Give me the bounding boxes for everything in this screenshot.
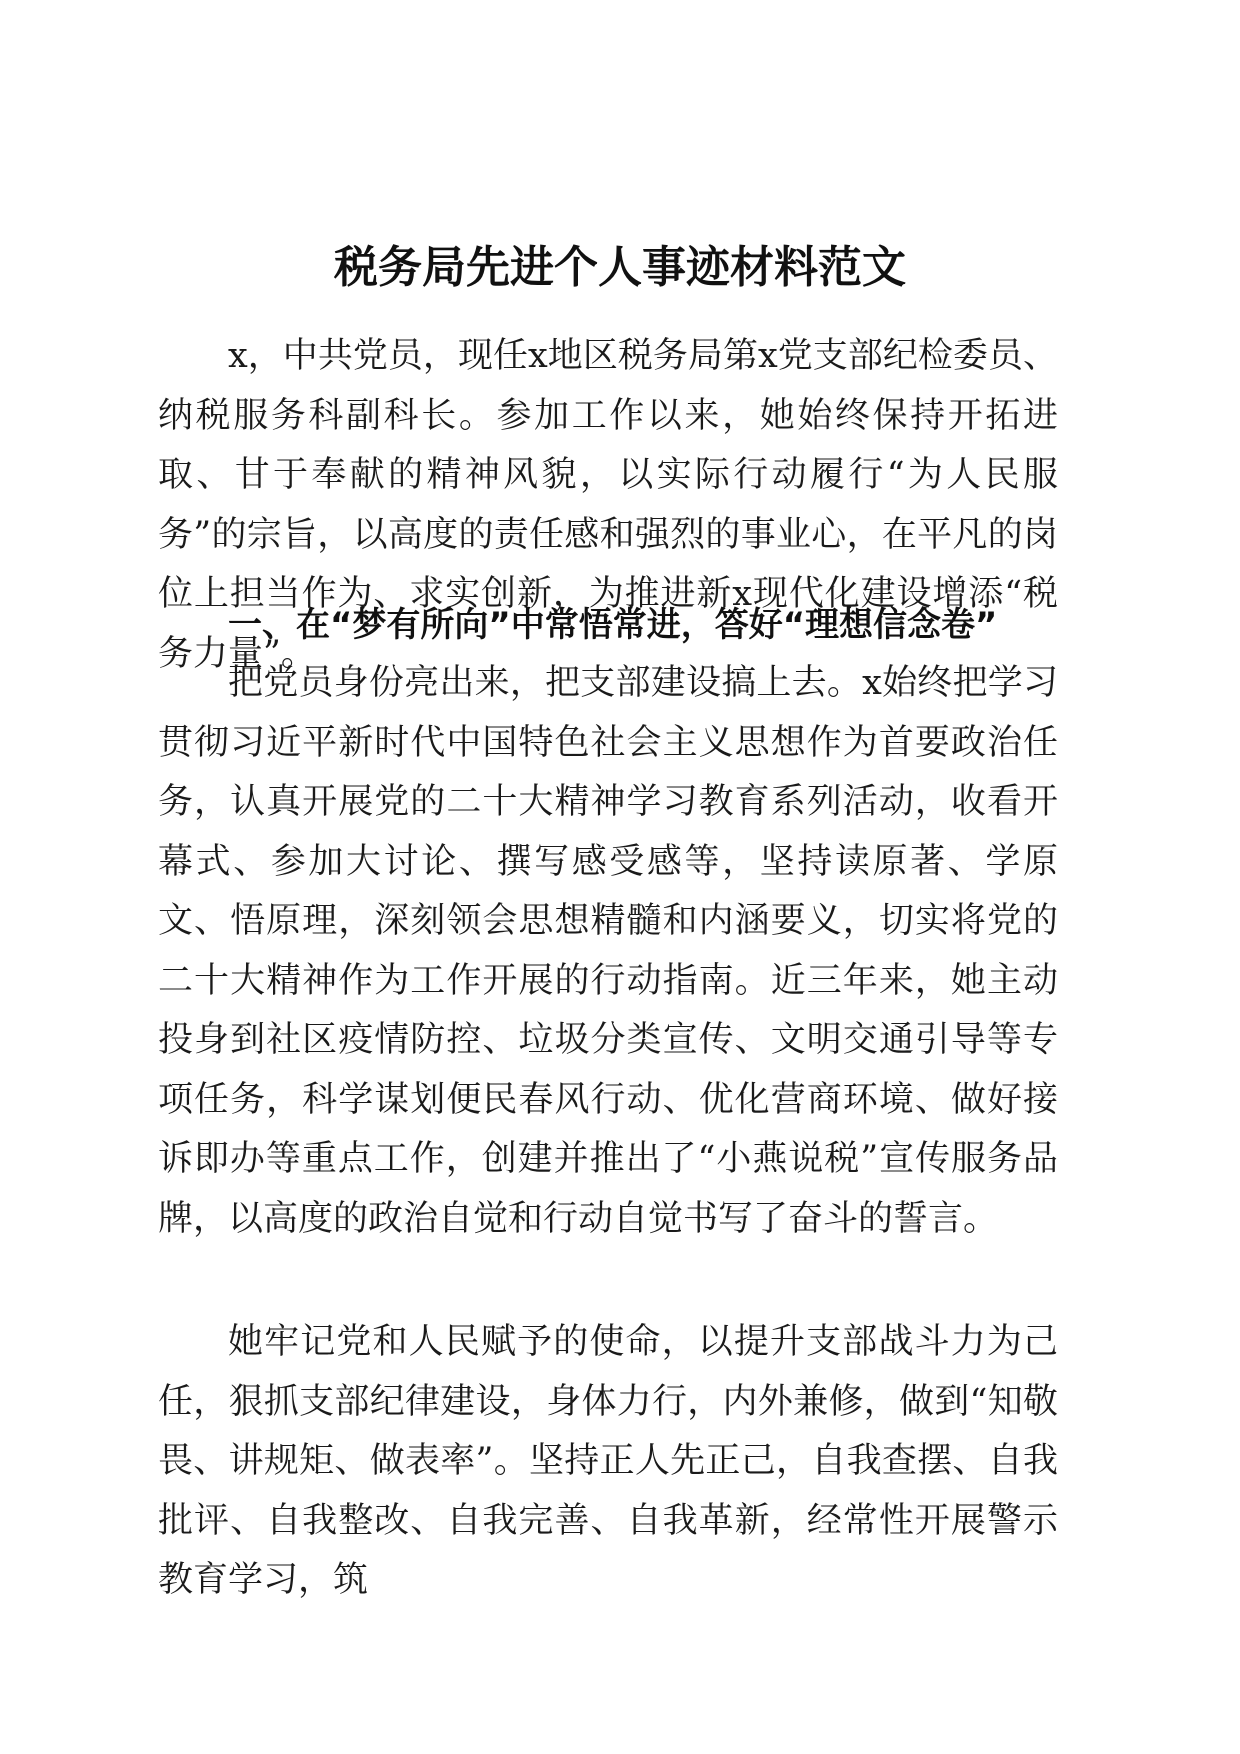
section-heading: 一、在“梦有所向”中常悟常进，答好“理想信念卷” — [228, 605, 998, 645]
body-paragraph: 她牢记党和人民赋予的使命，以提升支部战斗力为己任，狠抓支部纪律建设，身体力行，内外兼修，做到“知敬畏、讲规矩、做表率”。坚持正人先正己，自我查摆、自我批评、自我整改、自我完善、自我革新，经常性开展警示教育学习，筑 — [158, 1322, 1058, 1600]
intro-paragraph: x，中共党员，现任x地区税务局第x党支部纪检委员、纳税服务科副科长。参加工作以来，她始终保持开拓进取、甘于奉献的精神风貌，以实际行动履行“为人民服务”的宗旨，以高度的责任感和强烈的事业心，在平凡的岗位上担当作为、求实创新，为推进新x现代化建设增添“税务力量”。 — [158, 336, 1058, 674]
document-title: 税务局先进个人事迹材料范文 — [334, 242, 906, 293]
body-paragraph: 把党员身份亮出来，把支部建设搞上去。x始终把学习贯彻习近平新时代中国特色社会主义思想作为首要政治任务，认真开展党的二十大精神学习教育系列活动，收看开幕式、参加大讨论、撰写感受感等，坚持读原著、学原文、悟原理，深刻领会思想精髓和内涵要义，切实将党的二十大精神作为工作开展的行动指南。近三年来，她主动投身到社区疫情防控、垃圾分类宣传、文明交通引导等专项任务，科学谋划便民春风行动、优化营商环境、做好接诉即办等重点工作，创建并推出了“小燕说税”宣传服务品牌，以高度的政治自觉和行动自觉书写了奋斗的誓言。 — [158, 663, 1058, 1239]
